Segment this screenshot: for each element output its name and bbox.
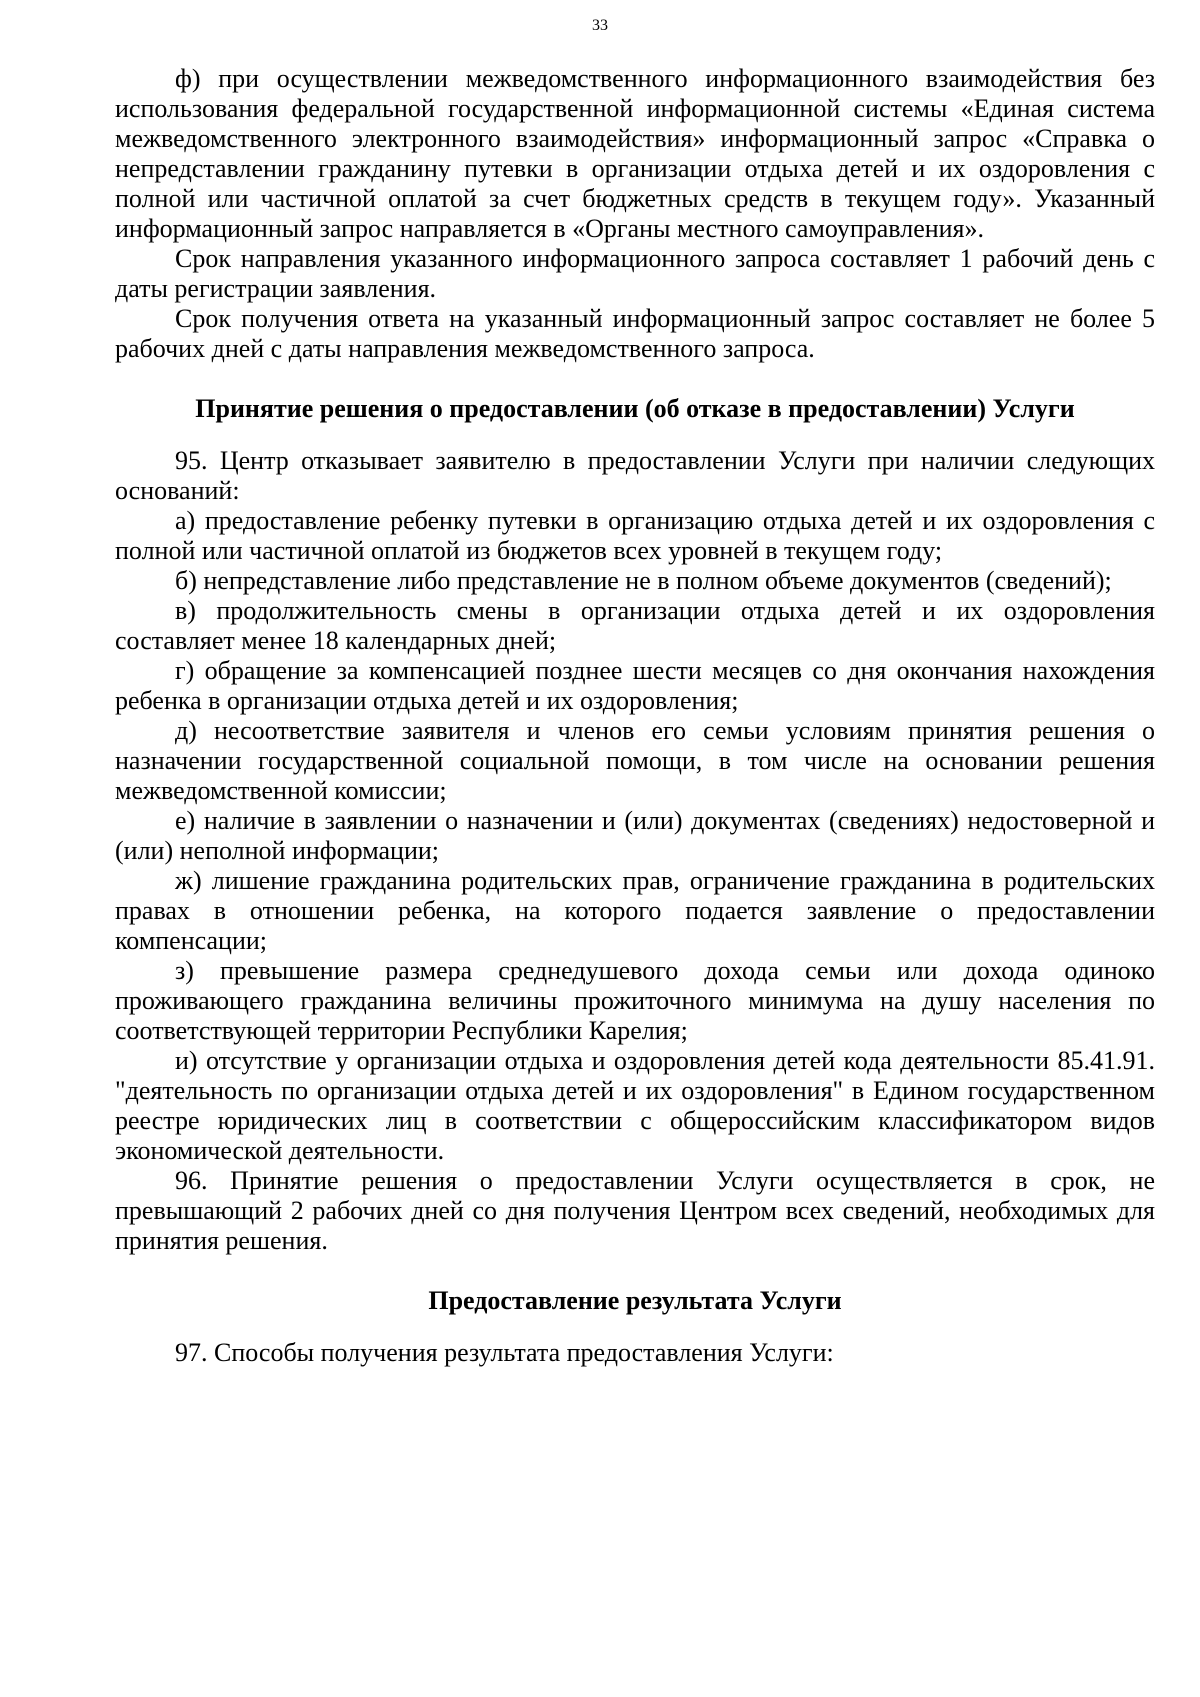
section-heading-result: Предоставление результата Услуги bbox=[428, 1286, 842, 1315]
list-item-a: а) предоставление ребенку путевки в организацию отдыха детей и их оздоровления с полной или частичной оплатой из бюджетов всех уровней в текущем году; bbox=[115, 506, 1155, 565]
list-item-g: г) обращение за компенсацией позднее шести месяцев со дня окончания нахождения ребенка в организации отдыха детей и их оздоровления; bbox=[115, 656, 1155, 715]
document-body bbox=[115, 64, 1155, 1368]
paragraph-95: 95. Центр отказывает заявителю в предоставлении Услуги при наличии следующих оснований: bbox=[115, 446, 1155, 505]
spacer bbox=[115, 1316, 1155, 1338]
list-item-b: б) непредставление либо представление не в полном объеме документов (сведений); bbox=[175, 566, 1112, 595]
list-item-v: в) продолжительность смены в организации отдыха детей и их оздоровления составляет менее 18 календарных дней; bbox=[115, 596, 1155, 655]
paragraph-interagency-request: ф) при осуществлении межведомственного информационного взаимодействия без использования федеральной государственной информационной системы «Единая система межведомственного электронного взаимодействия» информационный запрос «Справка о непредставлении гражданину путевки в организации отдыха детей и их оздоровления с полной или частичной оплатой за счет бюджетных средств в текущем году». Указанный информационный запрос направляется в «Органы местного самоуправления». bbox=[115, 64, 1155, 243]
list-item-d: д) несоответствие заявителя и членов его семьи условиям принятия решения о назначении государственной социальной помощи, в том числе на основании решения межведомственной комиссии; bbox=[115, 716, 1155, 805]
list-item-i: и) отсутствие у организации отдыха и оздоровления детей кода деятельности 85.41.91. "деятельность по организации отдыха детей и их оздоровления" в Едином государственном реестре юридических лиц в соответствии с общероссийским классификатором видов экономической деятельности. bbox=[115, 1046, 1155, 1165]
spacer bbox=[115, 424, 1155, 446]
page-number: 33 bbox=[592, 17, 608, 34]
list-item-e: е) наличие в заявлении о назначении и (или) документах (сведениях) недостоверной и (или) неполной информации; bbox=[115, 806, 1155, 865]
spacer bbox=[115, 364, 1155, 394]
paragraph-response-deadline: Срок получения ответа на указанный информационный запрос составляет не более 5 рабочих дней с даты направления межведомственного запроса. bbox=[115, 304, 1155, 363]
spacer bbox=[115, 1256, 1155, 1286]
paragraph-97: 97. Способы получения результата предоставления Услуги: bbox=[175, 1338, 834, 1367]
paragraph-96: 96. Принятие решения о предоставлении Услуги осуществляется в срок, не превышающий 2 рабочих дней со дня получения Центром всех сведений, необходимых для принятия решения. bbox=[115, 1166, 1155, 1255]
list-item-z: з) превышение размера среднедушевого дохода семьи или дохода одиноко проживающего гражданина величины прожиточного минимума на душу населения по соответствующей территории Республики Карелия; bbox=[115, 956, 1155, 1045]
paragraph-request-deadline: Срок направления указанного информационного запроса составляет 1 рабочий день с даты регистрации заявления. bbox=[115, 244, 1155, 303]
section-heading-decision: Принятие решения о предоставлении (об отказе в предоставлении) Услуги bbox=[195, 394, 1075, 423]
list-item-zh: ж) лишение гражданина родительских прав, ограничение гражданина в родительских правах в отношении ребенка, на которого подается заявление о предоставлении компенсации; bbox=[115, 866, 1155, 955]
